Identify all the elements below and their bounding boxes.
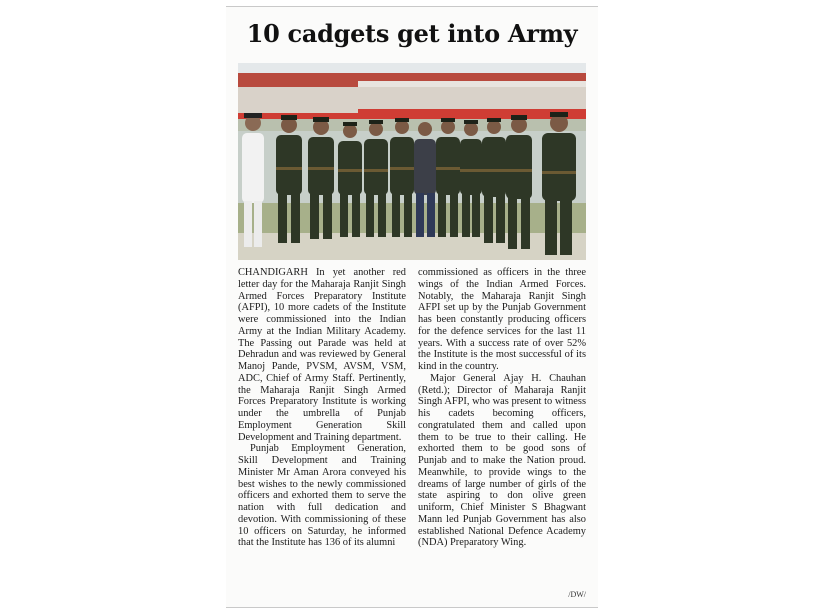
paragraph: Major General Ajay H. Chauhan (Retd.); Director of Maharaja Ranjit Singh AFPI, who was present to witness his cadets becoming officers, congratulated them and called upon them to be true to their calling. He exhorted them to be good sons of Punjab and to make the Nation proud. Meanwhile, to provide wings to the dreams of large number of girls of the state aspiring to don olive green uniform, Chief Minister S Bhagwant Mann led Punjab Government has also established National Defence Academy (NDA) Preparatory Wing. bbox=[418, 372, 586, 549]
cadets-photo-illustration bbox=[238, 63, 586, 260]
article-body bbox=[238, 267, 586, 601]
paragraph bbox=[238, 267, 406, 443]
paragraph-text: In yet another red letter day for the Maharaja Ranjit Singh Armed Forces Preparatory Institute (AFPI), 10 more cadets of the Institute were commissioned into the Indian Army at the Indian Military Academy. The Passing out Parade was held at Dehradun and was reviewed by General Manoj Pande, PVSM, AVSM, VSM, ADC, Chief of Army Staff. Pertinently, the Maharaja Ranjit Singh Armed Forces Preparatory Institute is working under the umbrella of Punjab Employment Generation Skill Development and Training department. bbox=[238, 267, 406, 443]
paragraph: Punjab Employment Generation, Skill Development and Training Minister Mr Aman Arora conveyed his best wishes to the newly commissioned officers and exhorted them to serve the nation with full dedication and devotion. With commissioning of these 10 officers on Saturday, he informed that the Institute has 136 of its alumni bbox=[238, 443, 406, 549]
dateline: CHANDIGARH bbox=[238, 267, 308, 278]
article-column-right bbox=[418, 267, 586, 601]
article-column-left bbox=[238, 267, 406, 601]
group-photo bbox=[238, 63, 586, 260]
credit-tag: /DW/ bbox=[568, 590, 586, 599]
newspaper-clipping bbox=[226, 6, 598, 608]
paragraph: commissioned as officers in the three wings of the Indian Armed Forces. Notably, the Maharaja Ranjit Singh AFPI set up by the Punjab Government has been constantly producing officers for the defence services for the last 11 years. With a success rate of over 52% the Institute is the most successful of its kind in the country. bbox=[418, 267, 586, 372]
headline: 10 cadgets get into Army bbox=[246, 19, 578, 48]
